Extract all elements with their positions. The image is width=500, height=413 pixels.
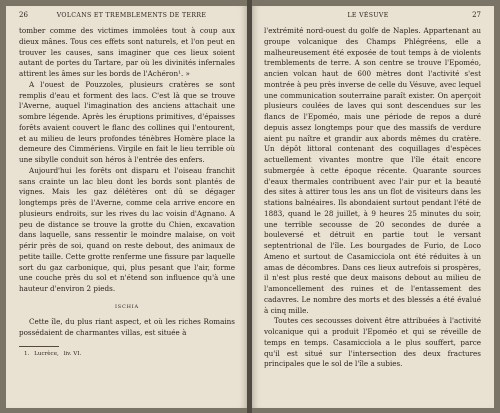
footnote-divider (19, 346, 59, 347)
footnote (19, 350, 235, 358)
right-page-number: 27 (472, 11, 481, 19)
section-title: ISCHIA (115, 303, 139, 310)
left-page-number: 26 (19, 11, 28, 19)
paragraph: Aujourd'hui les forêts ont disparu et l'oiseau franchit sans crainte un lac bleu dont les bords sont plantés de vignes. Mais les gaz délétères ont dû se dégager longtemps près de l'Averne, comme cela arrive encore en plusieurs endroits, sur les rives du lac voisin d'Agnano. A peu de distance se trouve la grotte du Chien, excavation dans laquelle, sans ressentir le moindre malaise, on voit périr près de soi, quand on reste debout, des animaux de petite taille. Cette grotte renferme une fissure par laquelle sort du gaz carbonique, qui, plus pesant que l'air, forme une couche près du sol et n'étend son influence qu'à une hauteur d'environ 2 pieds. (19, 165, 235, 293)
footnote-number: 1. (24, 351, 30, 358)
right-running-head (264, 11, 481, 20)
paragraph: A l'ouest de Pouzzoles, plusieurs cratères se sont remplis d'eau et forment des lacs. C'est là que se trouve l'Averne, auquel l'imagination des anciens attachait une sombre légende. Après les éruptions primitives, d'épaisses forêts avaient couvert le flanc des collines qui l'entourent, et au milieu de leurs profondes ténèbres Homère place la demeure des Cimmériens. Virgile en fait le lieu terrible où une sibylle conduit son héros à l'entrée des enfers. (19, 79, 235, 164)
right-body-text (264, 26, 481, 370)
left-running-title: VOLCANS ET TREMBLEMENTS DE TERRE (56, 12, 207, 19)
paragraph: Cette île, du plus riant aspect, et où les riches Romains possédaient de charmantes villas, est située à (19, 316, 235, 337)
footnote-reference: liv. VI. (63, 351, 82, 358)
left-body-text (19, 26, 235, 338)
paragraph: Toutes ces secousses doivent être attribuées à l'activité volcanique qui a produit l'Epoméo et qui se réveille de temps en temps. Casamicciola a le plus souffert, parce qu'il est situé sur l'intersection des deux fractures principales que le sol de l'île a subies. (264, 316, 481, 369)
left-page (6, 6, 247, 408)
footnote-author: Lucrèce, (34, 351, 59, 358)
paragraph: tomber comme des victimes immolées tout à coup aux dieux mânes. Tous ces effets sont naturels, et l'on peut en trouver les causes, sans imaginer que ces lieux soient autant de portes du Tartare, par où les divinités infernales attirent les âmes sur les bords de l'Achéron¹. » (19, 26, 235, 78)
right-running-title: LE VÉSUVE (347, 12, 389, 19)
paragraph: l'extrémité nord-ouest du golfe de Naples. Appartenant au groupe volcanique des Champs Phlégréens, elle a malheureusement été exposée de tout temps à de violents tremblements de terre. A son centre se trouve l'Epoméo, ancien volcan haut de 600 mètres dont l'activité s'est montrée à peu près inverse de celle du Vésuve, avec lequel une communication souterraine paraît exister. On aperçoit plusieurs coulées de laves qui sont descendues sur les flancs de l'Epoméo, mais une période de repos a duré depuis assez longtemps pour que des massifs de verdure aient pu naître et grandir aux abords mêmes du cratère. Un dépôt littoral contenant des coquillages d'espèces actuellement vivantes montre que l'île était encore submergée à cette époque récente. Quarante sources d'eaux thermales contribuent avec l'air pur et la beauté des sites à attirer tous les ans un flot de visiteurs dans les stations balnéaires. Ils abondaient surtout pendant l'été de 1883, quand le 28 juillet, à 9 heures 25 minutes du soir, une terrible secousse de 20 secondes de durée a bouleversé et détruit en partie tout le versant septentrional de l'île. Les bourgades de Furio, de Loco Ameno et surtout de Casamicciola ont été réduites à un amas de décombres. Dans ces lieux autrefois si prospères, il n'est plus resté que deux maisons debout au milieu de l'amoncellement des ruines et de l'entassement des cadavres. Le nombre des morts et des blessés a été évalué à cinq mille. (264, 26, 481, 315)
left-running-head (19, 11, 235, 20)
right-page (252, 6, 494, 408)
